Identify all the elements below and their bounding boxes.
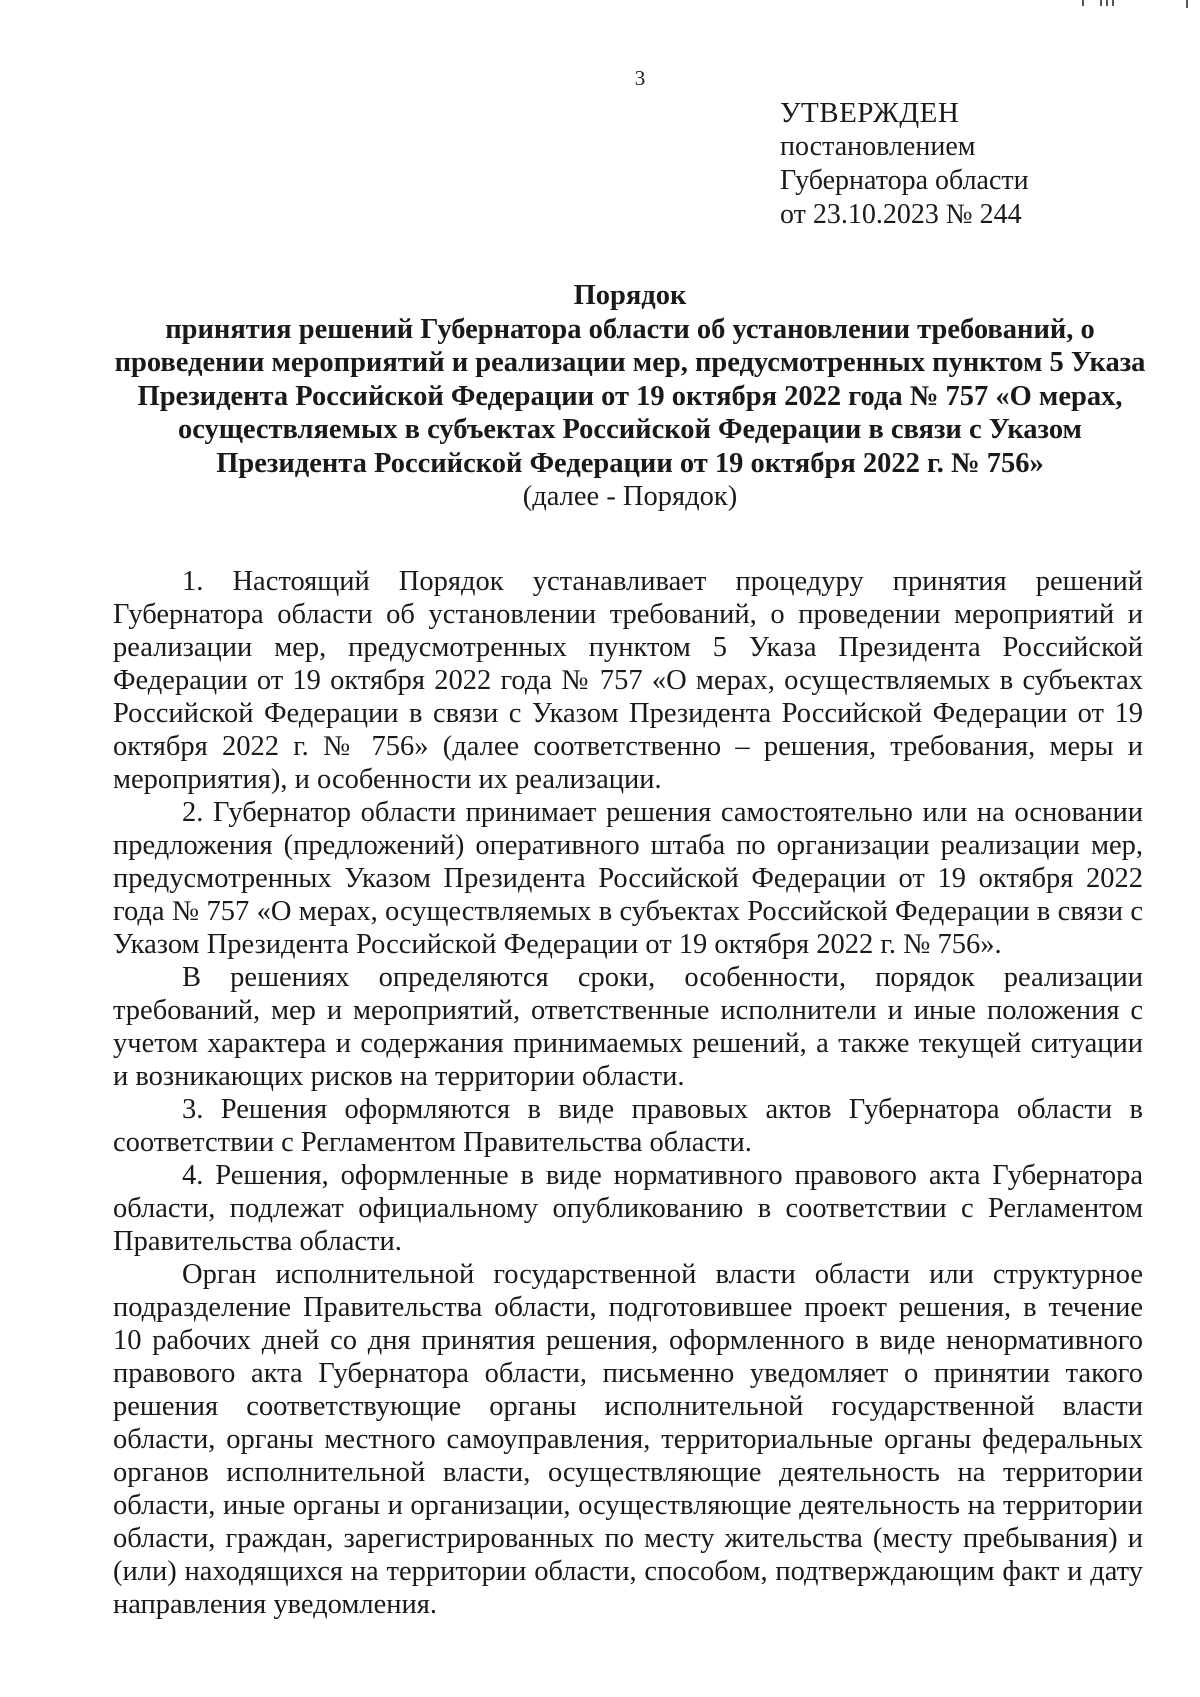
document-subtitle-line: осуществляемых в субъектах Российской Федерации в связи с Указом [178, 414, 1082, 445]
document-body [113, 565, 1143, 1621]
document-subtitle-line: Президента Российской Федерации от 19 октября 2022 г. № 756» [216, 447, 1044, 479]
page-number: 3 [634, 66, 646, 90]
paragraph-4-continued: Орган исполнительной государственной власти области или структурное подразделение Правительства области, подготовившее проект решения, в течение 10 рабочих дней со дня принятия решения, оформленного в виде ненормативного правового акта Губернатора области, письменно уведомляет о принятии такого решения соответствующие органы исполнительной государственной власти области, органы местного самоуправления, территориальные органы федеральных органов исполнительной власти, осуществляющие деятельность на территории области, иные органы и организации, осуществляющие деятельность на территории области, граждан, зарегистрированных по месту жительства (месту пребывания) и (или) находящихся на территории области, способом, подтверждающим факт и дату направления уведомления. [113, 1259, 1143, 1620]
approval-date-number: от 23.10.2023 № 244 [780, 199, 1022, 230]
document-subtitle-line: Президента Российской Федерации от 19 октября 2022 года № 757 «О мерах, [137, 380, 1123, 412]
document-subtitle-line: принятия решений Губернатора области об установлении требований, о [165, 313, 1095, 345]
approval-line: постановлением [780, 131, 976, 162]
paragraph-1: 1. Настоящий Порядок устанавливает процедуру принятия решений Губернатора области об установлении требований, о проведении мероприятий и реализации мер, предусмотренных пунктом 5 Указа Президента Российской Федерации от 19 октября 2022 года № 757 «О мерах, осуществляемых в субъектах Российской Федерации в связи с Указом Президента Российской Федерации от 19 октября 2022 г. № 756» (далее соответственно – решения, требования, меры и мероприятия), и особенности их реализации. [113, 566, 1143, 795]
document-short-name: (далее - Порядок) [522, 481, 738, 512]
paragraph-2: 2. Губернатор области принимает решения самостоятельно или на основании предложения (предложений) оперативного штаба по организации реализации мер, предусмотренных Указом Президента Российской Федерации от 19 октября 2022 года № 757 «О мерах, осуществляемых в субъектах Российской Федерации в связи с Указом Президента Российской Федерации от 19 октября 2022 г. № 756». [113, 797, 1143, 960]
document-subtitle-line: проведении мероприятий и реализации мер, предусмотренных пунктом 5 Указа [114, 347, 1146, 378]
approval-stamp [780, 96, 1029, 232]
document-title: Порядок [573, 280, 687, 311]
paragraph-2-continued: В решениях определяются сроки, особенности, порядок реализации требований, мер и мероприятий, ответственные исполнители и иные положения с учетом характера и содержания принимаемых решений, а также текущей ситуации и возникающих рисков на территории области. [113, 962, 1143, 1092]
paragraph-3: 3. Решения оформляются в виде правовых актов Губернатора области в соответствии с Регламентом Правительства области. [113, 1094, 1143, 1158]
scan-edge-marks [1082, 0, 1192, 8]
paragraph-4: 4. Решения, оформленные в виде нормативного правового акта Губернатора области, подлежат официальному опубликованию в соответствии с Регламентом Правительства области. [113, 1160, 1143, 1257]
document-heading [110, 279, 1150, 514]
approval-title: УТВЕРЖДЕН [780, 97, 960, 129]
approval-line: Губернатора области [780, 165, 1029, 196]
